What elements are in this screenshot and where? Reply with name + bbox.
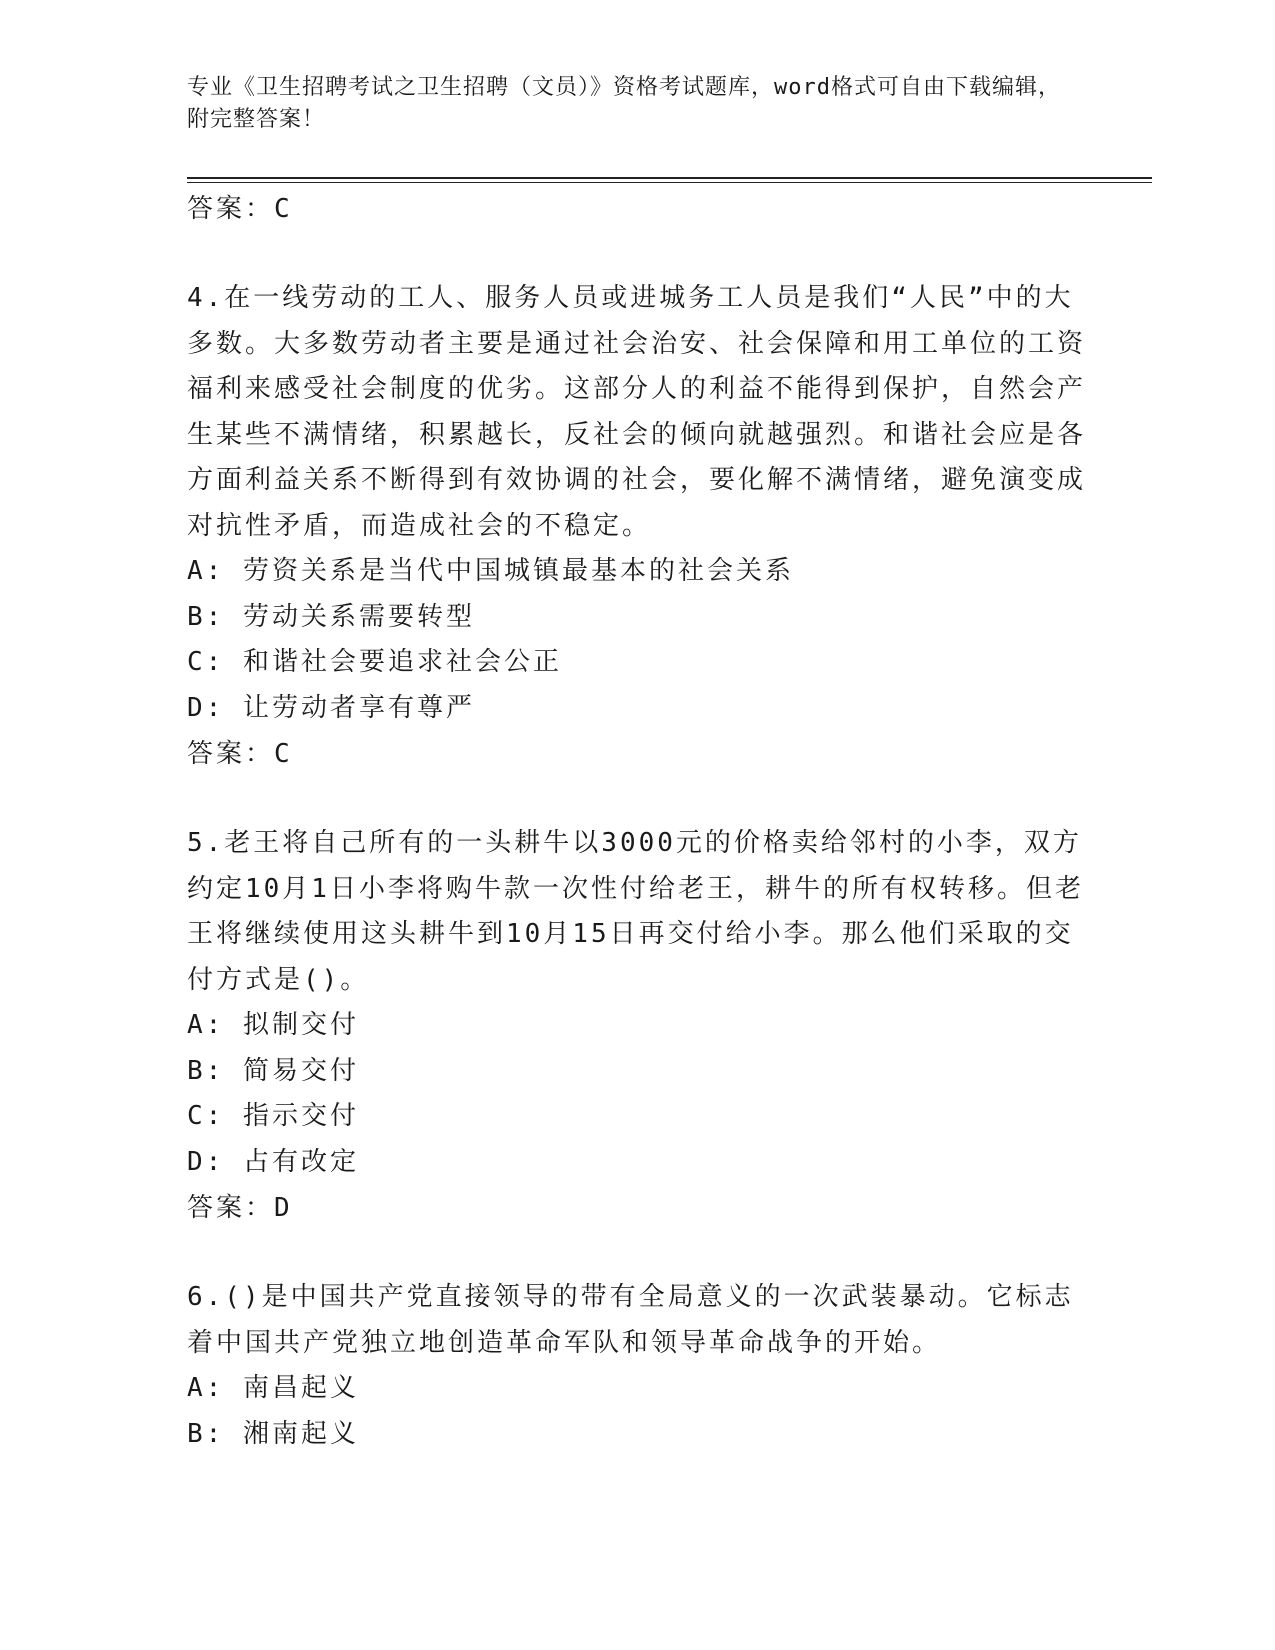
option-b: B: 湘南起义 bbox=[187, 1418, 359, 1449]
option-a: A: 拟制交付 bbox=[187, 1010, 359, 1040]
option-a: A: 劳资关系是当代中国城镇最基本的社会关系 bbox=[187, 556, 794, 586]
option-d: D: 让劳动者享有尊严 bbox=[187, 692, 475, 723]
question-block bbox=[187, 821, 1087, 1231]
option-c: C: 和谐社会要追求社会公正 bbox=[187, 647, 562, 677]
answer-line: 答案：C bbox=[187, 739, 293, 769]
spacer bbox=[187, 1231, 1087, 1275]
spacer bbox=[187, 777, 1087, 821]
option-d: D: 占有改定 bbox=[187, 1146, 359, 1177]
header-divider bbox=[187, 177, 1152, 179]
answer-line: 答案：C bbox=[187, 194, 293, 224]
question-stem: 6.()是中国共产党直接领导的带有全局意义的一次武装暴动。它标志着中国共产党独立地创造革命军队和领导革命战争的开始。 bbox=[187, 1282, 1074, 1358]
option-b: B: 劳动关系需要转型 bbox=[187, 601, 475, 632]
question-stem: 4.在一线劳动的工人、服务人员或进城务工人员是我们“人民”中的大多数。大多数劳动者主要是通过社会治安、社会保障和用工单位的工资福利来感受社会制度的优劣。这部分人的利益不能得到保护，自然会产生某些不满情绪，积累越长，反社会的倾向就越强烈。和谐社会应是各方面利益关系不断得到有效协调的社会，要化解不满情绪，避免演变成对抗性矛盾，而造成社会的不稳定。 bbox=[187, 283, 1087, 541]
document-body bbox=[187, 186, 1087, 1457]
document-header: 专业《卫生招聘考试之卫生招聘（文员）》资格考试题库，word格式可自由下载编辑，附完整答案！ bbox=[187, 75, 1061, 132]
header-divider-thin bbox=[187, 182, 1152, 183]
option-c: C: 指示交付 bbox=[187, 1101, 359, 1131]
question-block bbox=[187, 1275, 1087, 1457]
spacer bbox=[187, 232, 1087, 276]
question-block bbox=[187, 276, 1087, 777]
question-stem: 5.老王将自己所有的一头耕牛以3000元的价格卖给邻村的小李，双方约定10月1日小李将购牛款一次性付给老王，耕牛的所有权转移。但老王将继续使用这头耕牛到10月15日再交付给小李。那么他们采取的交付方式是()。 bbox=[187, 828, 1084, 995]
option-b: B: 简易交付 bbox=[187, 1055, 359, 1086]
answer-line: 答案：D bbox=[187, 1193, 293, 1223]
option-a: A: 南昌起义 bbox=[187, 1373, 359, 1403]
